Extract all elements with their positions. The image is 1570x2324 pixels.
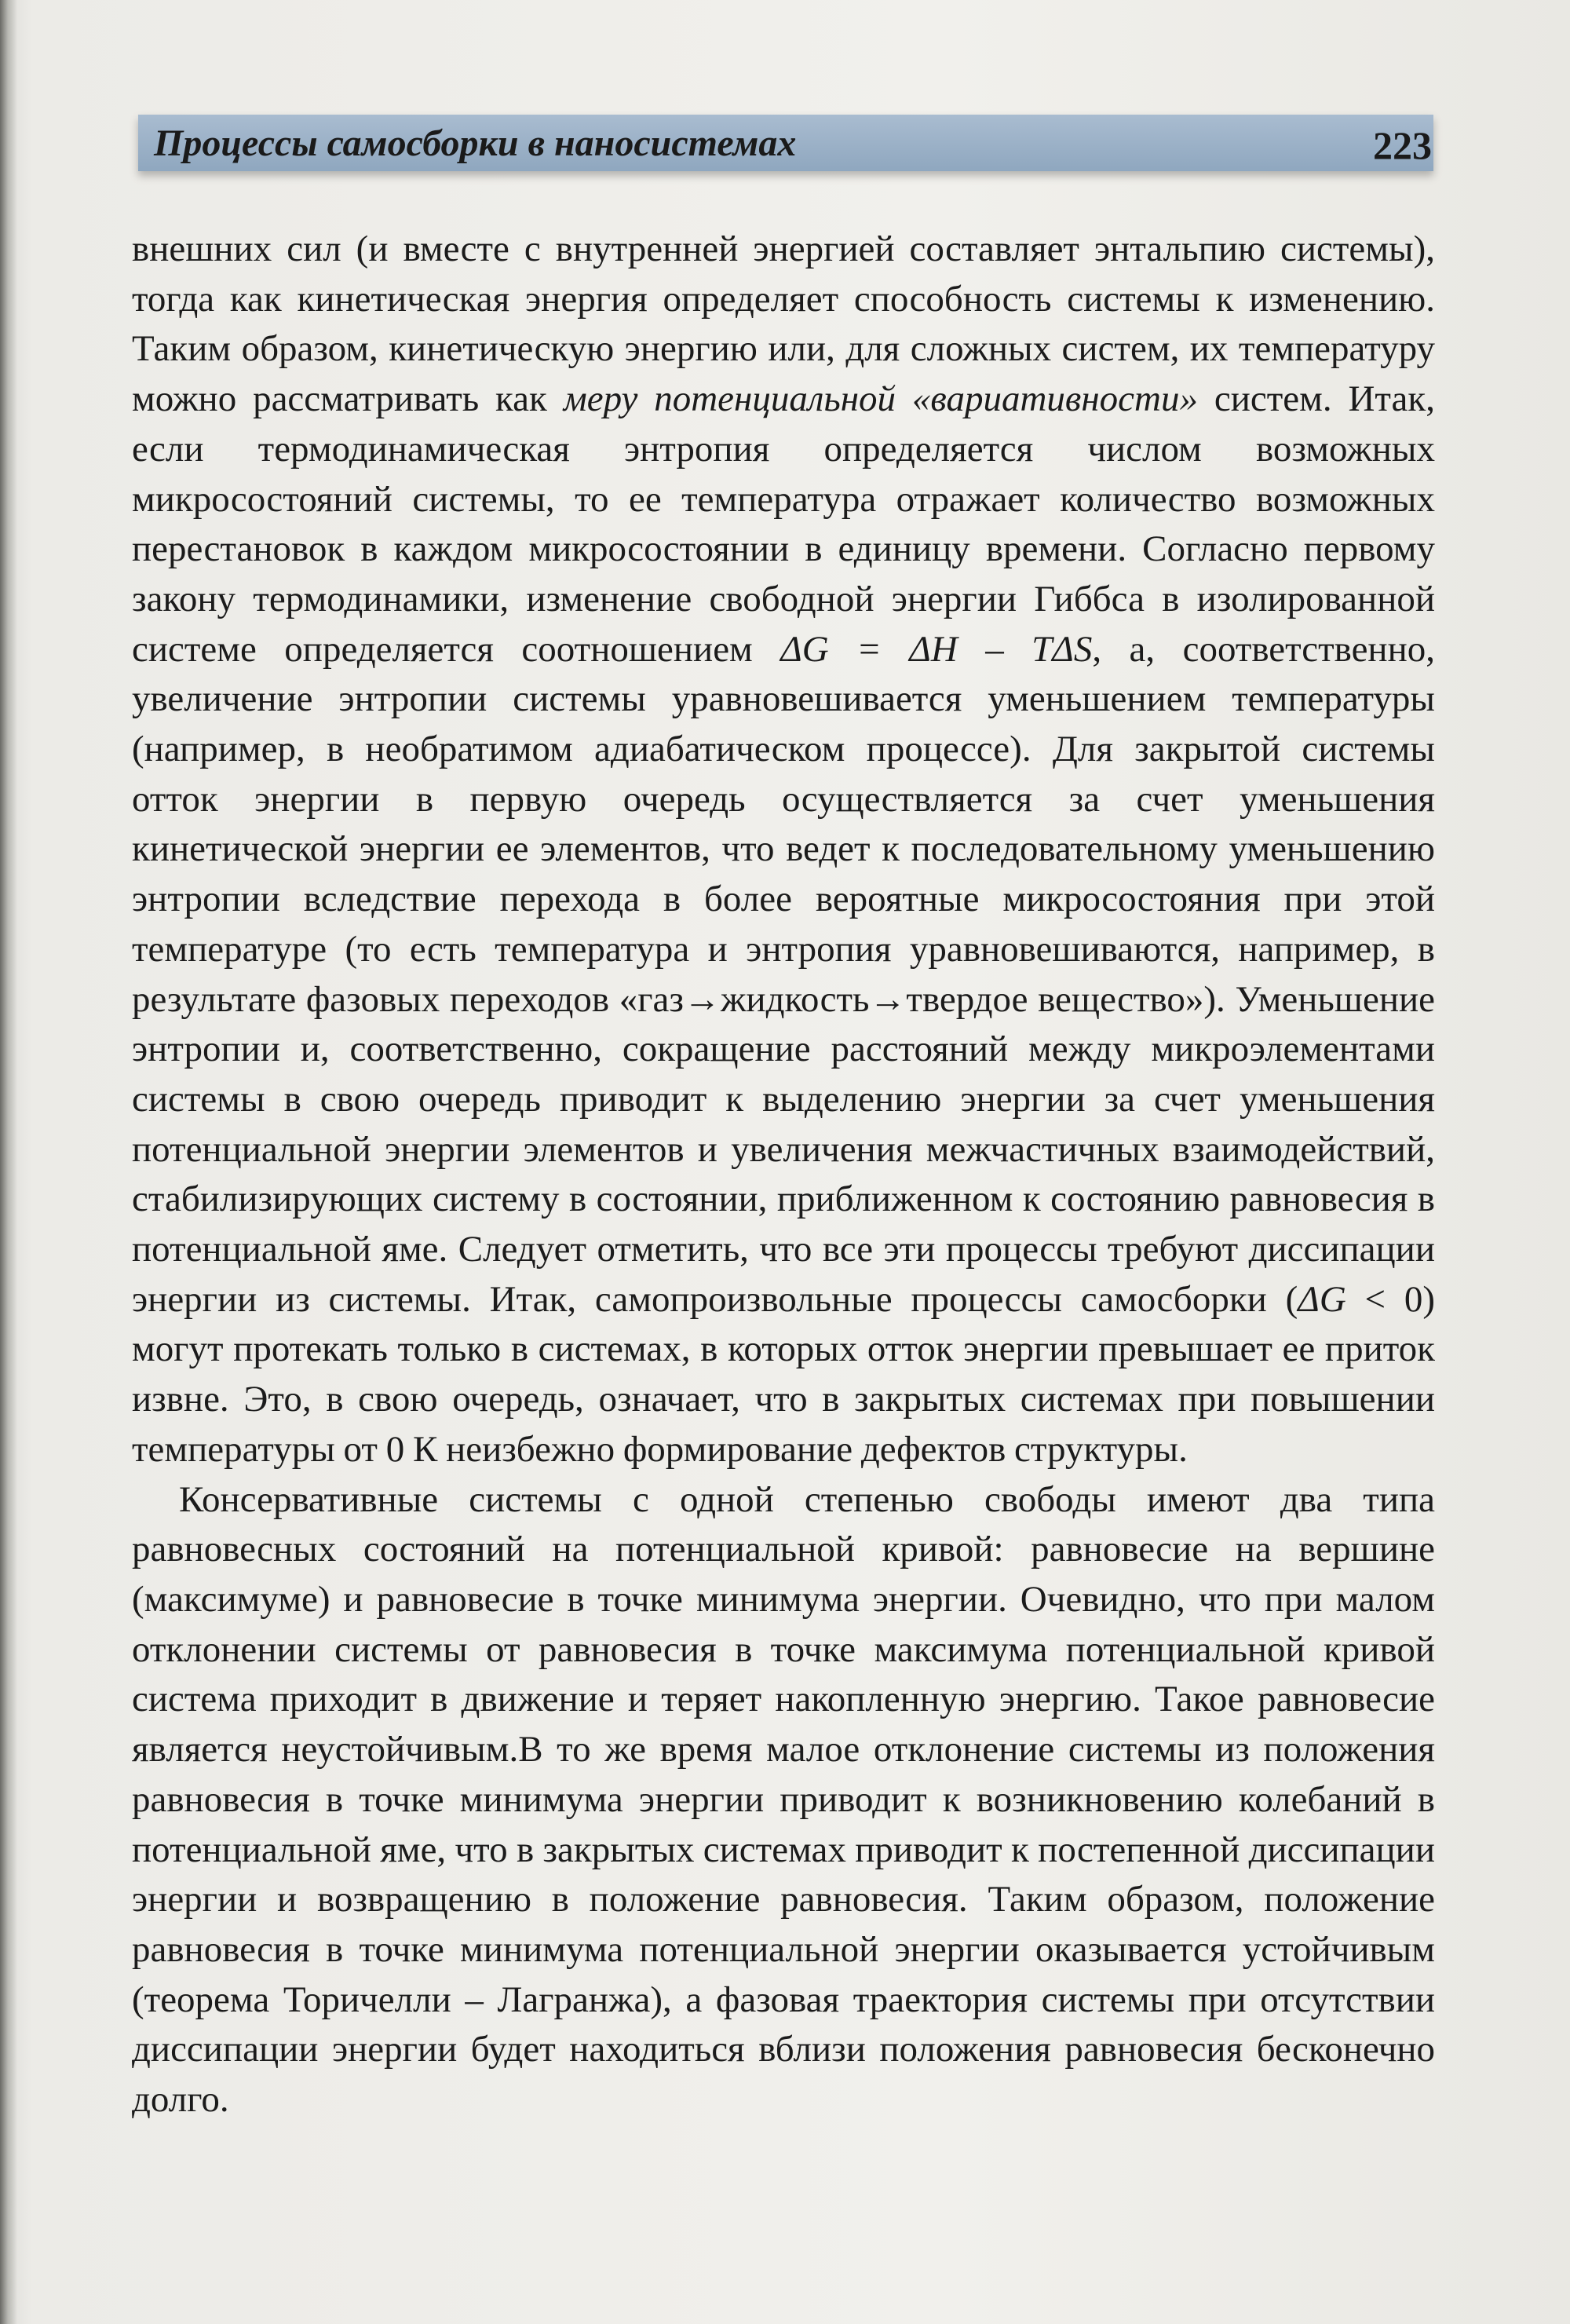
text-span: систем. Итак, если термодинамическая энтропия определяется числом возможных микросостояний системы, то ее температура отражает количество возможных перестановок в каждом микросостоянии в единицу времени. Согласно первому закону термодинамики, изменение свободной энергии Гиббса в изолированной системе определяется соотношением: [132, 378, 1435, 670]
text-span: , а, соответственно, увеличение энтропии системы уравновешивается уменьшением температуры (например, в необратимом адиабатическом процессе). Для закрытой системы отток энергии в первую очередь осуществляется за счет уменьшения кинетической энергии ее элементов, что ведет к последовательному уменьшению энтропии вследствие перехода в более вероятные микросостояния при этой температуре (то есть температура и энтропия уравновешиваются, например, в результате фазовых переходов «газ→жидкость→твердое вещество»). Уменьшение энтропии и, соответственно, сокращение расстояний между микроэлементами системы в свою очередь приводит к выделению энергии за счет уменьшения потенциальной энергии элементов и увеличения межчастичных взаимодействий, стабилизирующих систему в состоянии, приближенном к состоянию равновесия в потенциальной яме. Следует отметить, что все эти процессы требуют диссипации энергии из системы. Итак, самопроизвольные процессы самосборки (: [132, 628, 1435, 1320]
formula-span: ΔG = ΔH – TΔS: [780, 628, 1093, 670]
binding-shadow: [0, 0, 17, 2324]
text-span: внешних сил (и вместе с внутренней энергией составляет энтальпию системы), тогда как кинетическая энергия определяет способность системы к изменению. Таким образом, кинетическую энергию или, для сложных систем, их температуру можно рассматривать как: [132, 228, 1435, 420]
page-number: 223: [1373, 123, 1432, 167]
formula-span: ΔG: [1298, 1278, 1346, 1320]
paragraph-1: [132, 225, 1435, 1475]
italic-span: меру потенциальной «вариативности»: [563, 378, 1198, 420]
running-title: Процессы самосборки в наносистемах: [154, 122, 797, 164]
text-span: Консервативные системы с одной степенью свободы имеют два типа равновесных состояний на потенциальной кривой: равновесие на вершине (максимуме) и равновесие в точке минимума энергии. Очевидно, что при малом отклонении системы от равновесия в точке максимума потенциальной кривой система приходит в движение и теряет накопленную энергию. Такое равновесие является неустойчивым.В то же время малое отклонение системы из положения равновесия в точке минимума энергии приводит к возникновению колебаний в потенциальной яме, что в закрытых системах приводит к постепенной диссипации энергии и возвращению в положение равновесия. Таким образом, положение равновесия в точке минимума потенциальной энергии оказывается устойчивым (теорема Торичелли – Лагранжа), а фазовая траектория системы при отсутствии диссипации энергии будет находиться вблизи положения равновесия бесконечно долго.: [132, 1478, 1435, 2121]
text-span: < 0) могут протекать только в системах, в которых отток энергии превышает ее приток извне. Это, в свою очередь, означает, что в закрытых системах при повышении температуры от 0 К неизбежно формирование дефектов структуры.: [132, 1278, 1435, 1470]
body-text: [132, 225, 1435, 2125]
paragraph-2: [132, 1475, 1435, 2125]
